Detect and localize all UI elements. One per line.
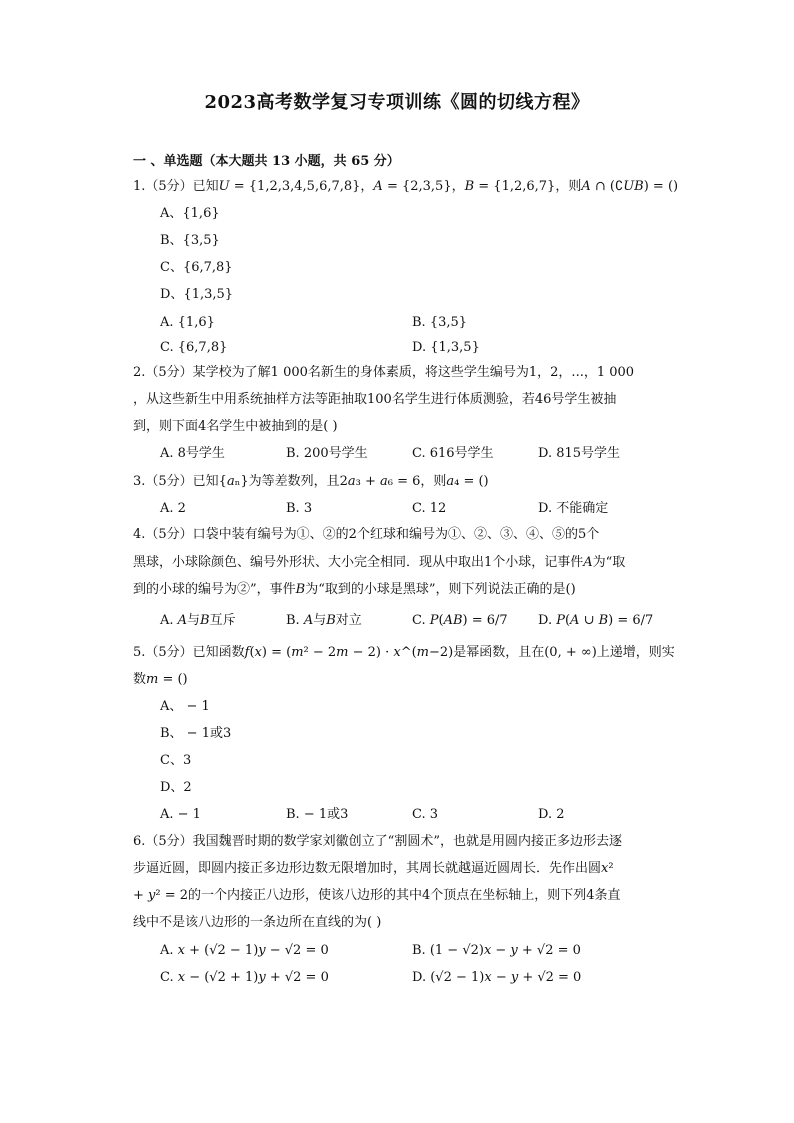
question-6-line-4: 线中不是该八边形的一条边所在直线的为( )	[133, 915, 382, 930]
q3-option-a: A. 2	[160, 501, 186, 516]
q1-option-b: B. {3,5}	[412, 315, 468, 330]
q1-option-d: D. {1,3,5}	[412, 340, 480, 355]
question-6-line-3: + 𝑦² = 2的一个内接正八边形，使该八边形的其中4个顶点在坐标轴上，则下列4条直	[133, 888, 621, 903]
q1-list-d: D、{1,3,5}	[160, 287, 234, 302]
question-6-line-2: 步逼近圆，即圆内接正多边形边数无限增加时，其周长就越逼近圆周长．先作出圆𝑥²	[133, 861, 614, 876]
question-4-line-2: 黑球，小球除颜色、编号外形状、大小完全相同．现从中取出1个小球，记事件𝐴为“取	[133, 555, 626, 570]
question-5-line-1: 5.（5分）已知函数𝑓(𝑥) = (𝑚² − 2𝑚 − 2) · 𝑥^(𝑚−2)是幂函数，且在(0, + ∞)上递增，则实	[133, 645, 675, 660]
q1-option-c: C. {6,7,8}	[160, 340, 228, 355]
q6-option-b: B. (1 − √2)𝑥 − 𝑦 + √2 = 0	[412, 943, 581, 958]
q4-option-c: C. 𝑃(𝐴𝐵) = 6/7	[412, 613, 508, 628]
q5-list-a: A、 − 1	[160, 699, 210, 714]
q6-option-d: D. (√2 − 1)𝑥 − 𝑦 + √2 = 0	[412, 970, 582, 985]
q4-option-b: B. 𝐴与𝐵对立	[286, 613, 362, 628]
section-heading: 一 、单选题（本大题共 13 小题，共 65 分）	[133, 154, 400, 169]
q2-option-a: A. 8号学生	[160, 446, 225, 461]
q4-option-d: D. 𝑃(𝐴 ∪ 𝐵) = 6/7	[538, 613, 654, 628]
q1-list-c: C、{6,7,8}	[160, 260, 233, 275]
q3-option-b: B. 3	[286, 501, 313, 516]
q2-option-d: D. 815号学生	[538, 446, 621, 461]
q3-option-d: D. 不能确定	[538, 501, 609, 516]
question-2-line-3: 到，则下面4名学生中被抽到的是( )	[133, 419, 338, 434]
question-5-line-2: 数𝑚 = ()	[133, 672, 188, 687]
q4-option-a: A. 𝐴与𝐵互斥	[160, 613, 236, 628]
q6-option-c: C. 𝑥 − (√2 + 1)𝑦 + √2 = 0	[160, 970, 329, 985]
q1-option-a: A. {1,6}	[160, 315, 215, 330]
q5-list-b: B、 − 1或3	[160, 726, 232, 741]
q6-option-a: A. 𝑥 + (√2 − 1)𝑦 − √2 = 0	[160, 943, 329, 958]
q5-option-c: C. 3	[412, 807, 439, 822]
q5-option-b: B. − 1或3	[286, 807, 349, 822]
question-3-stem: 3.（5分）已知{𝑎ₙ}为等差数列，且2𝑎₃ + 𝑎₆ = 6，则𝑎₄ = ()	[133, 474, 489, 489]
q1-list-b: B、{3,5}	[160, 233, 220, 248]
q1-list-a: A、{1,6}	[160, 206, 220, 221]
question-2-line-1: 2.（5分）某学校为了解1 000名新生的身体素质，将这些学生编号为1，2，...，1 000	[133, 365, 635, 380]
question-6-line-1: 6.（5分）我国魏晋时期的数学家刘徽创立了“割圆术”，也就是用圆内接正多边形去逐	[133, 834, 622, 849]
q3-option-c: C. 12	[412, 501, 447, 516]
q5-option-d: D. 2	[538, 807, 565, 822]
question-4-line-3: 到的小球的编号为②”，事件𝐵为“取到的小球是黑球”，则下列说法正确的是()	[133, 582, 576, 597]
page-title: 2023高考数学复习专项训练《圆的切线方程》	[204, 92, 590, 113]
q5-list-c: C、3	[160, 753, 192, 768]
question-4-line-1: 4.（5分）口袋中装有编号为①、②的2个红球和编号为①、②、③、④、⑤的5个	[133, 527, 600, 542]
q2-option-c: C. 616号学生	[412, 446, 494, 461]
q5-option-a: A. − 1	[160, 807, 201, 822]
question-1-stem: 1.（5分）已知𝑈 = {1,2,3,4,5,6,7,8}，𝐴 = {2,3,5}，𝐵 = {1,2,6,7}，则𝐴 ∩ (∁𝑈𝐵) = ()	[133, 179, 679, 194]
q5-list-d: D、2	[160, 780, 192, 795]
q2-option-b: B. 200号学生	[286, 446, 368, 461]
question-2-line-2: ，从这些新生中用系统抽样方法等距抽取100名学生进行体质测验，若46号学生被抽	[133, 392, 617, 407]
